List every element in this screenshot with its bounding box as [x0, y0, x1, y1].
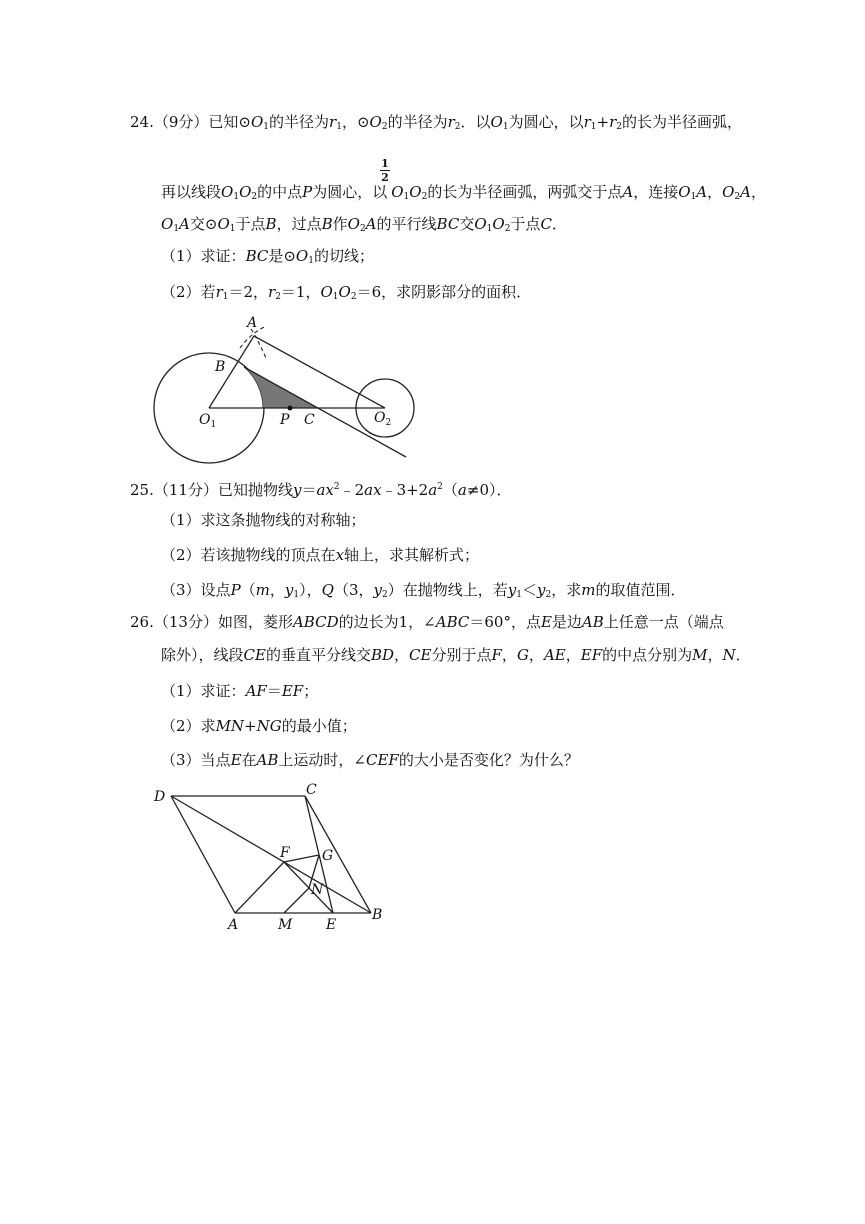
- q25-part2: （2）若该抛物线的顶点在x轴上，求其解析式；: [161, 546, 480, 564]
- diagonal-db: [171, 796, 371, 913]
- label-b: B: [215, 359, 226, 375]
- label-o2: $O_2$: [374, 410, 392, 428]
- q26-part3: （3）当点E在AB上运动时，∠CEF的大小是否变化？为什么？: [161, 751, 579, 769]
- label-p: P: [280, 412, 290, 428]
- q26-stem-line2: 除外），线段CE的垂直平分线交BD，CE分别于点F，G，AE，EF的中点分别为M，N．: [161, 646, 751, 664]
- label-b2: B: [372, 907, 383, 923]
- q26-part2: （2）求MN+NG的最小值；: [161, 717, 357, 735]
- half-fraction: 1 2: [381, 157, 389, 184]
- label-e: E: [326, 917, 337, 933]
- label-m: M: [278, 917, 293, 933]
- label-d: D: [154, 789, 166, 805]
- q26-part1: （1）求证：AF＝EF；: [161, 682, 319, 700]
- segment-mn: [284, 888, 309, 913]
- label-c2: C: [306, 782, 317, 798]
- label-a2: A: [228, 917, 239, 933]
- q25-part1: （1）求这条抛物线的对称轴；: [161, 511, 366, 529]
- side-da: [171, 796, 235, 913]
- q24-part1: （1）求证：BC是$⊙O_1$的切线；: [161, 247, 374, 266]
- q24-line2: 再以线段$O_1O_2$的中点P为圆心，以 $O_1O_2$的长为半径画弧，两弧交于点A，连接$O_1A$，$O_2A$，: [161, 183, 767, 202]
- q25-stem: 25.（11分）已知抛物线$y=ax^2﹣2ax﹣3+2a^2(a\ne 0)$．: [130, 481, 512, 499]
- q24-part2: （2）若$r_1=2$，$r_2=1$，$O_1O_2=6$，求阴影部分的面积．: [161, 283, 532, 302]
- label-g: G: [322, 848, 334, 864]
- q26-stem-line1: 26.（13分）如图，菱形ABCD的边长为1，∠ABC＝60°，点E是边AB上任意一点（端点: [130, 613, 724, 631]
- label-n: N: [311, 882, 324, 898]
- label-c: C: [304, 412, 315, 428]
- label-f: F: [280, 845, 290, 861]
- q24-line3: $O_1A$交$⊙O_1$于点B，过点B作$O_2A$的平行线BC交$O_1O_2$于点C．: [161, 215, 567, 234]
- label-a: A: [247, 315, 258, 331]
- q24-line1: 24.（9分）已知$⊙O_1$的半径为$r_1$，$⊙O_2$的半径为$r_2$．以$O_1$为圆心，以$r_1+r_2$的长为半径画弧，: [130, 113, 742, 132]
- label-o1: $O_1$: [199, 412, 217, 430]
- q25-part3: （3）设点P（m，$y_1$），Q（3，$y_2$）在抛物线上，若$y_1<y_2$，求m的取值范围．: [161, 581, 686, 600]
- segment-af: [235, 862, 284, 913]
